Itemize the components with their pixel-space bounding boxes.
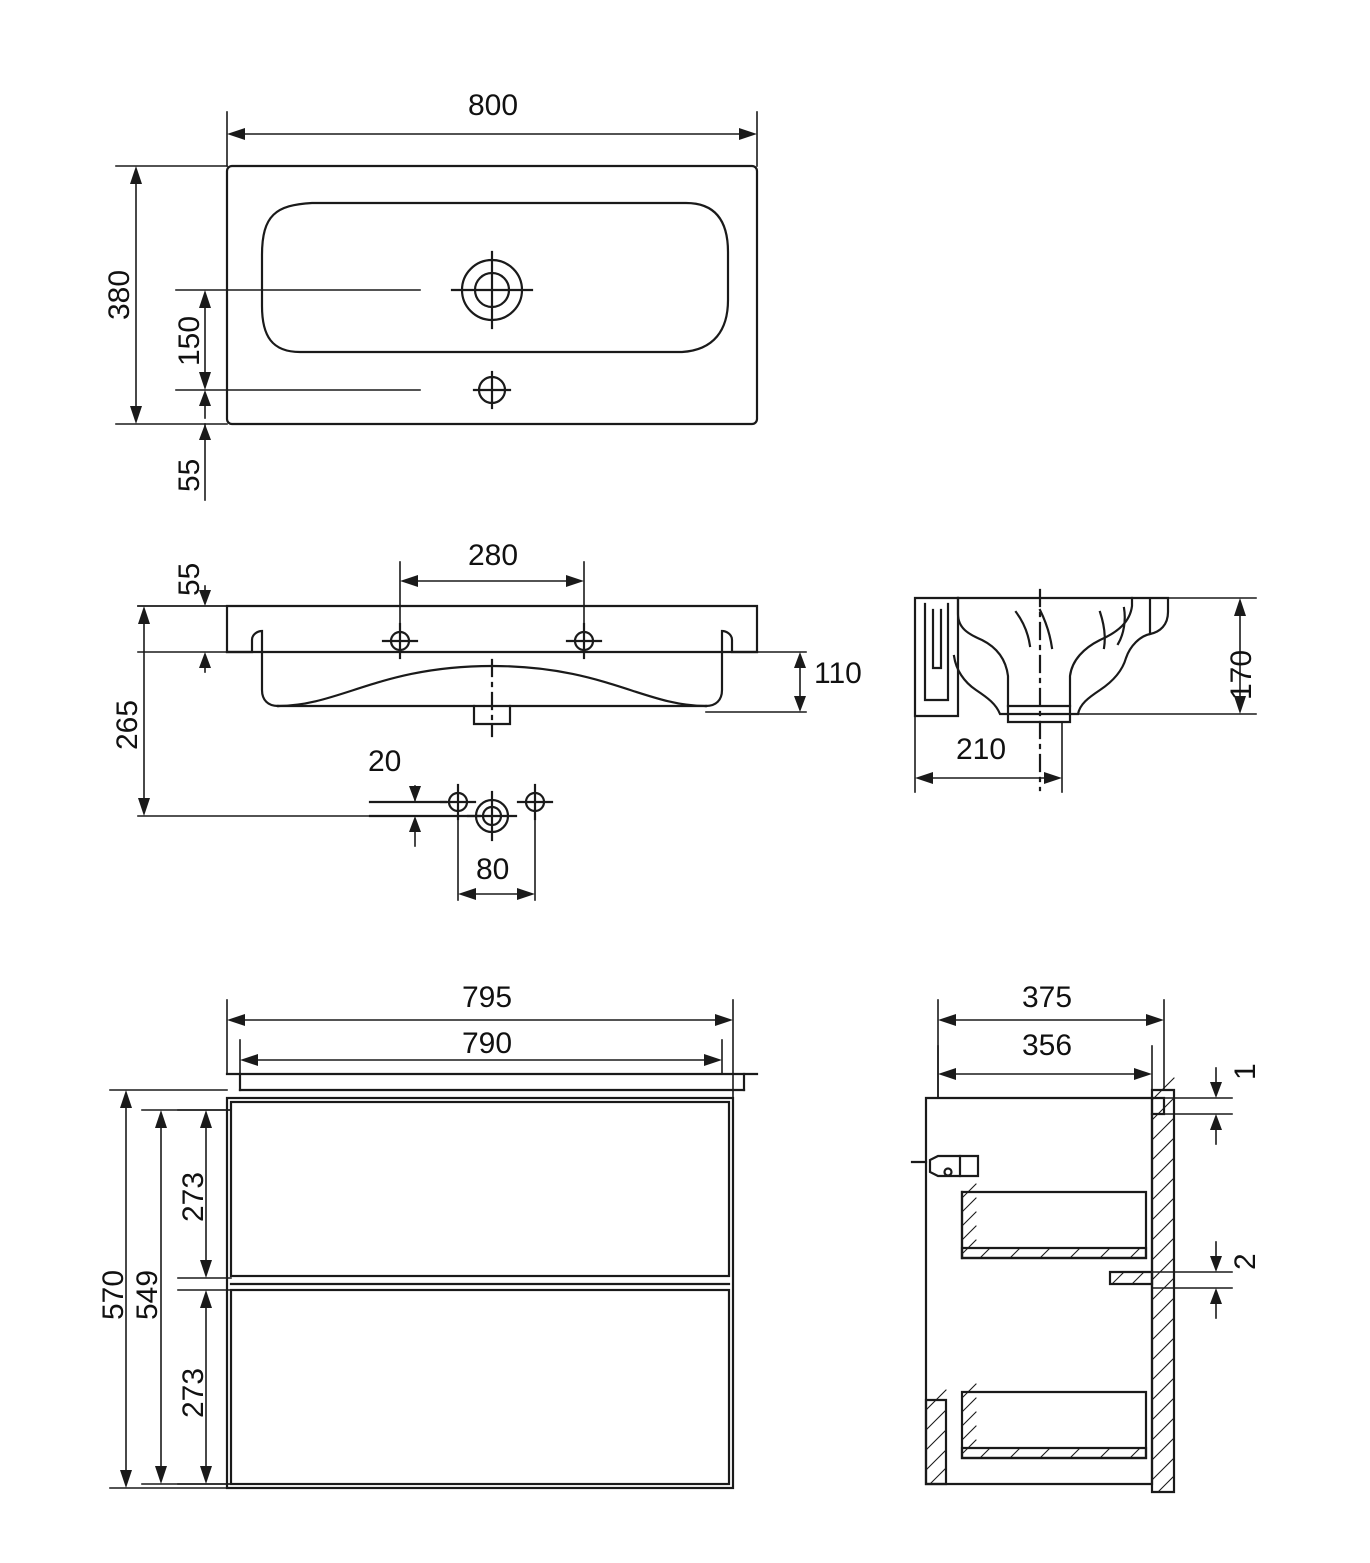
dim-label-110: 110 [814,657,862,690]
dim-label-280: 280 [468,539,519,572]
dim-label-273-lower: 273 [177,1367,210,1418]
dim-label-1: 1 [1229,1063,1262,1080]
dim-label-2: 2 [1229,1253,1262,1270]
dim-label-356: 356 [1022,1029,1073,1062]
dim-label-570: 570 [97,1269,130,1320]
dim-55-front [138,586,227,672]
dim-label-790: 790 [462,1027,513,1060]
dim-label-210: 210 [956,733,1007,766]
dim-label-170: 170 [1225,649,1258,700]
dim-265 [138,606,370,816]
front-hole-detail-geometry [370,785,552,840]
dim-label-800: 800 [468,89,519,122]
dim-label-55-front: 55 [173,562,206,596]
dim-label-549: 549 [131,1269,164,1320]
top-view-geometry [227,166,757,424]
dim-label-380: 380 [103,269,136,320]
cabinet-front-geometry [227,1074,757,1488]
dim-280 [400,562,584,630]
dim-label-265: 265 [111,699,144,750]
dim-150 [173,290,420,390]
dim-label-795: 795 [462,981,513,1014]
dim-label-80: 80 [476,853,510,886]
dim-2 [1152,1242,1232,1318]
cabinet-side-section-geometry [912,1078,1174,1492]
front-view-basin-geometry [227,606,757,736]
dim-label-150: 150 [173,315,206,366]
dim-label-273-upper: 273 [177,1171,210,1222]
dim-label-20: 20 [368,745,402,778]
dim-label-55-top: 55 [173,458,206,492]
section-view-geometry [915,590,1168,790]
dim-label-375: 375 [1022,981,1073,1014]
